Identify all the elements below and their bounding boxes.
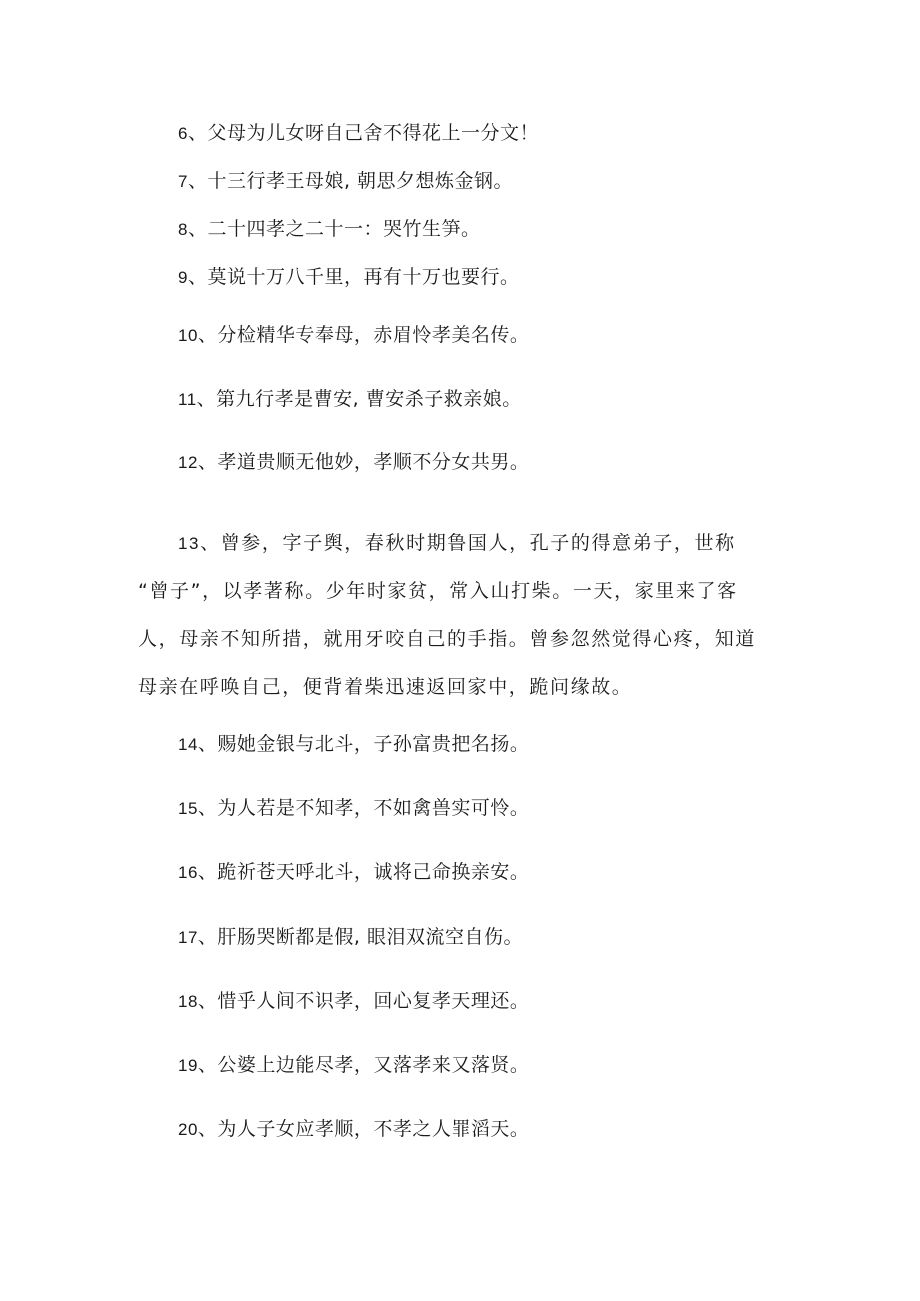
list-item: 11、第九行孝是曹安, 曹安杀子救亲娘。 [178, 388, 522, 410]
list-item: 7、十三行孝王母娘, 朝思夕想炼金钢。 [178, 170, 514, 192]
paragraph-line: 母亲在呼唤自己，便背着柴迅速返回家中，跪问缘故。 [138, 676, 633, 698]
list-item: 18、惜乎人间不识孝，回心复孝天理还。 [178, 990, 530, 1012]
list-item: 9、莫说十万八千里，再有十万也要行。 [178, 266, 520, 288]
paragraph-line: 13、曾参，字子舆，春秋时期鲁国人，孔子的得意弟子，世称 [178, 532, 736, 554]
list-item: 8、二十四孝之二十一：哭竹生笋。 [178, 218, 481, 240]
list-item: 10、分检精华专奉母，赤眉怜孝美名传。 [178, 324, 530, 346]
list-item: 16、跪祈苍天呼北斗，诚将己命换亲安。 [178, 861, 530, 883]
paragraph-line: “曾子”，以孝著称。少年时家贫，常入山打柴。一天，家里来了客 [138, 580, 738, 602]
list-item: 12、孝道贵顺无他妙，孝顺不分女共男。 [178, 451, 530, 473]
list-item: 6、父母为儿女呀自己舍不得花上一分文！ [178, 122, 539, 144]
paragraph-line: 人，母亲不知所措，就用牙咬自己的手指。曾参忽然觉得心疼，知道 [138, 628, 757, 650]
list-item: 20、为人子女应孝顺，不孝之人罪滔天。 [178, 1118, 530, 1140]
list-item: 17、肝肠哭断都是假, 眼泪双流空自伤。 [178, 926, 524, 948]
list-item: 14、赐她金银与北斗，子孙富贵把名扬。 [178, 733, 530, 755]
list-item: 15、为人若是不知孝，不如禽兽实可怜。 [178, 797, 530, 819]
list-item: 19、公婆上边能尽孝，又落孝来又落贤。 [178, 1054, 530, 1076]
